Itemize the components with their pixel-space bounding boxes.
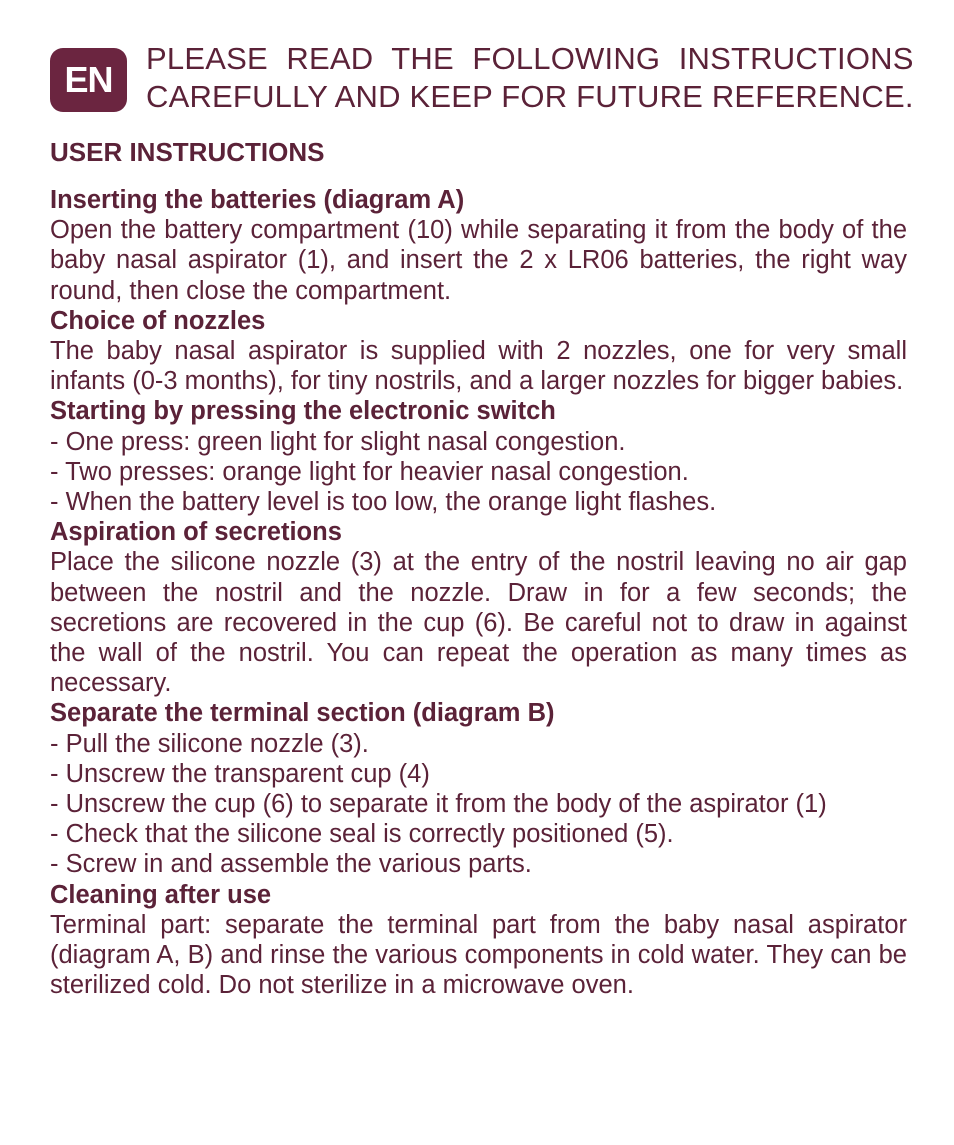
read-notice-line-2: CAREFULLY AND KEEP FOR FUTURE REFERENCE. <box>146 79 914 114</box>
language-badge: EN <box>50 48 127 112</box>
page-title: USER INSTRUCTIONS <box>50 137 325 167</box>
read-notice-line-1: PLEASE READ THE FOLLOWING INSTRUCTIONS <box>146 41 914 76</box>
section-heading: Cleaning after use <box>50 880 272 909</box>
section-heading: Choice of nozzles <box>50 306 266 335</box>
section-paragraph: Terminal part: separate the terminal part from the baby nasal aspirator (diagram A, B) and rinse the various components in cold water. They can be sterilized cold. Do not sterilize in a microwave oven. <box>50 910 907 1000</box>
section-separate-terminal <box>50 698 907 879</box>
list-item: - Check that the silicone seal is correctly positioned (5). <box>50 820 674 849</box>
read-notice <box>146 40 914 116</box>
list-item: - Pull the silicone nozzle (3). <box>50 729 369 758</box>
list-item: - When the battery level is too low, the orange light flashes. <box>50 488 717 517</box>
list-item: - Unscrew the cup (6) to separate it from the body of the aspirator (1) <box>50 790 827 819</box>
section-paragraph: Open the battery compartment (10) while separating it from the body of the baby nasal aspirator (1), and insert the 2 x LR06 batteries, the right way round, then close the compartment. <box>50 216 907 305</box>
list-item: - Unscrew the transparent cup (4) <box>50 759 430 788</box>
section-heading: Aspiration of secretions <box>50 518 342 547</box>
instruction-page <box>50 40 914 1000</box>
section-cleaning-after-use <box>50 880 907 1001</box>
section-paragraph: Place the silicone nozzle (3) at the entry of the nostril leaving no air gap between the nostril and the nozzle. Draw in for a few seconds; the secretions are recovered in the cup (6). Be careful not to draw in against the wall of the nostril. You can repeat the operation as many times as necessary. <box>50 548 907 698</box>
section-choice-of-nozzles <box>50 306 907 397</box>
section-inserting-batteries <box>50 185 907 306</box>
list-item: - One press: green light for slight nasal congestion. <box>50 427 626 456</box>
instructions-body <box>50 185 907 1000</box>
section-heading: Separate the terminal section (diagram B) <box>50 699 555 728</box>
section-electronic-switch <box>50 396 907 517</box>
header <box>50 40 914 124</box>
section-heading: Inserting the batteries (diagram A) <box>50 186 465 214</box>
section-paragraph: The baby nasal aspirator is supplied with 2 nozzles, one for very small infants (0-3 months), for tiny nostrils, and a larger nozzles for bigger babies. <box>50 337 907 396</box>
list-item: - Screw in and assemble the various parts. <box>50 850 532 879</box>
section-aspiration-of-secretions <box>50 517 907 698</box>
section-heading: Starting by pressing the electronic switch <box>50 397 556 426</box>
list-item: - Two presses: orange light for heavier nasal congestion. <box>50 457 689 486</box>
